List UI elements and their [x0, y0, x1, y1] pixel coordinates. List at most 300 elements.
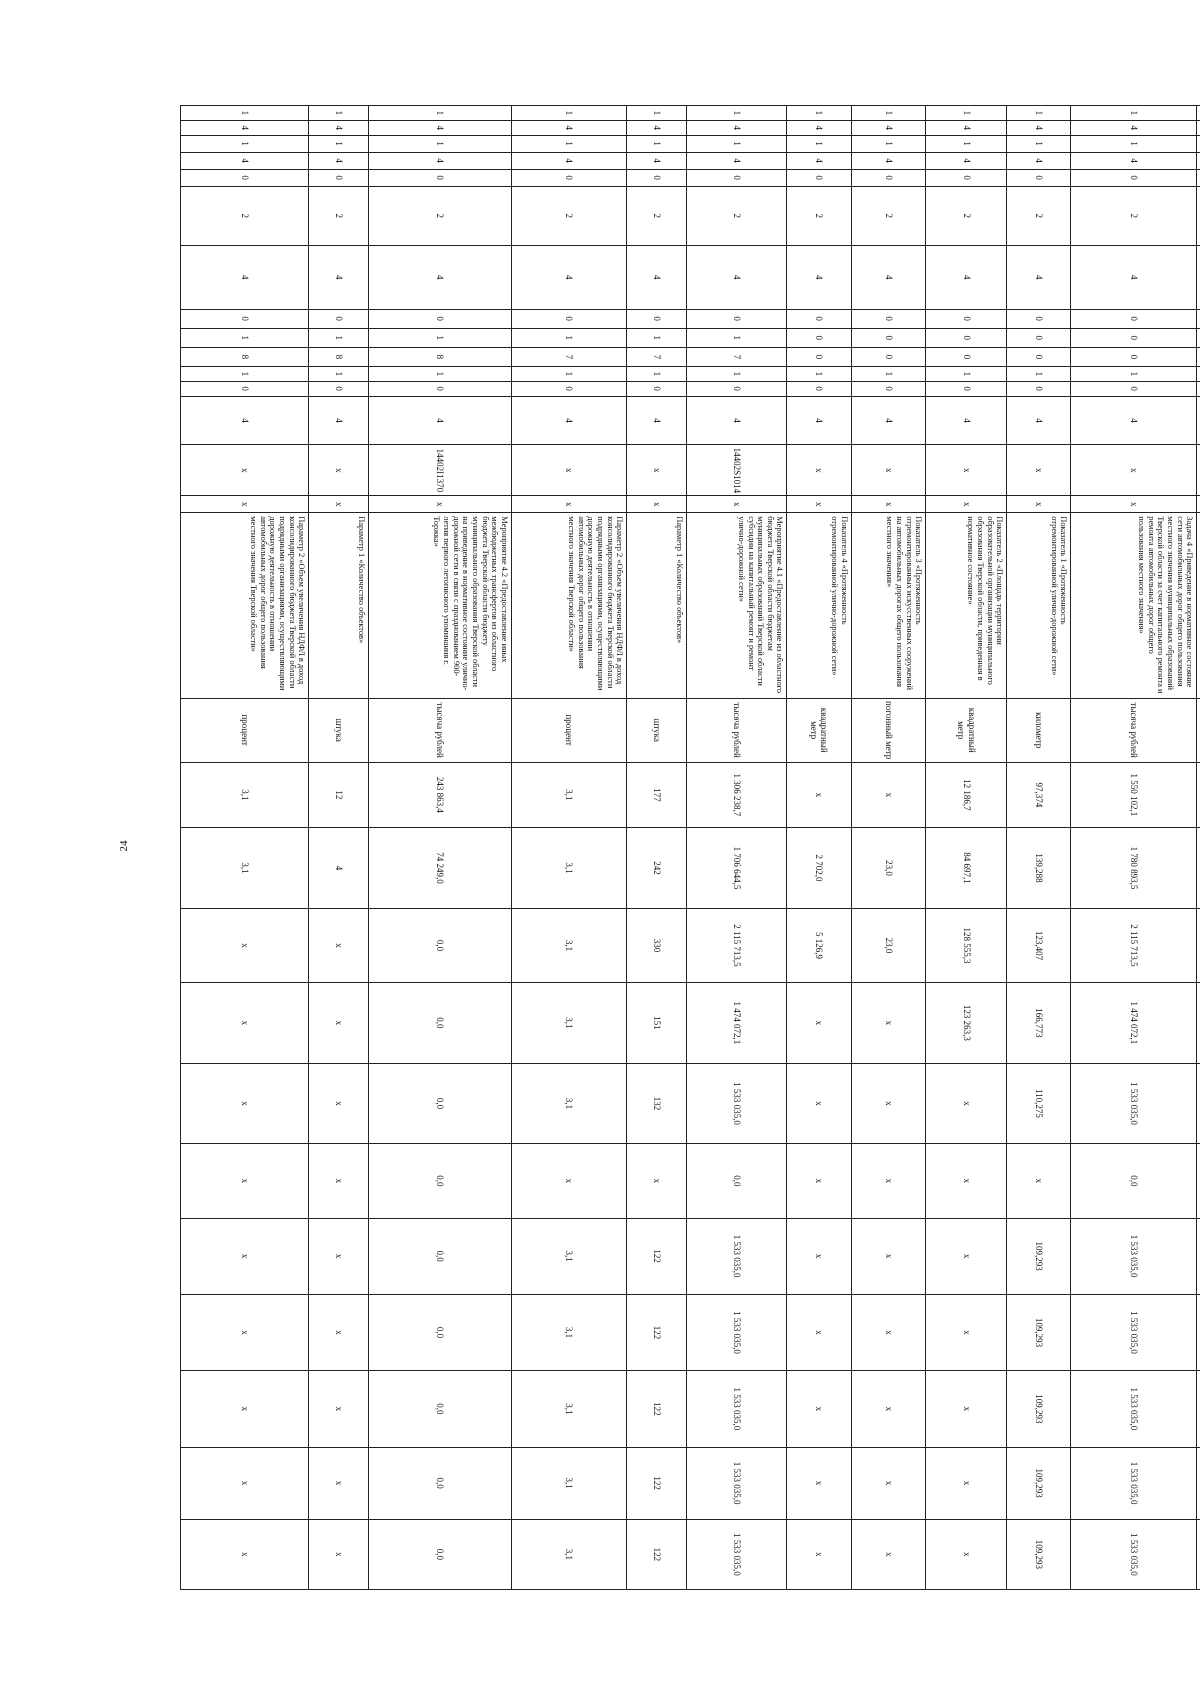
code-cell: 0 — [1007, 347, 1071, 366]
table-row — [1007, 106, 1071, 1590]
code-cell: 4 — [627, 245, 687, 309]
year-value-cell: х — [787, 1371, 851, 1447]
year-value-cell: 2 115 713,5 — [1071, 908, 1197, 982]
code-cell: 8 — [309, 347, 369, 366]
year-value-cell: 3,1 — [512, 1447, 627, 1519]
year-value-cell: х — [787, 1218, 851, 1294]
code-cell: 4 — [1007, 396, 1071, 445]
unit-cell: квадратный метр — [787, 698, 851, 762]
code-cell: 4 — [512, 120, 627, 135]
name-cell: Параметр 1 «Количество объектов» — [309, 513, 369, 699]
code-cell: 0 — [1007, 381, 1071, 396]
code-cell: 1 — [369, 135, 512, 152]
code-cell: 1 — [181, 106, 309, 121]
code-cell: 4 — [851, 245, 926, 309]
code-cell: 1 — [1007, 106, 1071, 121]
code-cell: 1 — [687, 328, 787, 347]
unit-cell: процент — [181, 698, 309, 762]
code-cell: 0 — [309, 309, 369, 328]
year-value-cell: х — [851, 1144, 926, 1218]
kcsr-cell: х — [627, 445, 687, 496]
code-cell: 1 — [181, 328, 309, 347]
code-cell: 0 — [627, 309, 687, 328]
code-cell: 1 — [1007, 135, 1071, 152]
code-cell: 1 — [851, 106, 926, 121]
code-cell: 2 — [1007, 186, 1071, 245]
code-cell: 4 — [309, 152, 369, 169]
name-cell: Показатель 3 «Протяженность отремонтированных искусственных сооружений на автомобильных дорогах общего пользования местного значения» — [851, 513, 926, 699]
base-year-cell: х — [851, 762, 926, 828]
year-value-cell: 3,1 — [512, 1519, 627, 1589]
code-cell: 1 — [787, 366, 851, 381]
year-value-cell: х — [181, 1447, 309, 1519]
kcsr-cell: х — [787, 445, 851, 496]
code-cell: 1 — [687, 135, 787, 152]
year-value-cell: 122 — [627, 1218, 687, 1294]
year-value-cell: 3,1 — [181, 828, 309, 909]
aip-cell: х — [512, 496, 627, 513]
year-value-cell: 151 — [627, 983, 687, 1064]
code-cell: 0 — [1007, 309, 1071, 328]
year-value-cell: х — [181, 1218, 309, 1294]
code-cell: 4 — [309, 245, 369, 309]
year-value-cell: х — [309, 1063, 369, 1144]
year-value-cell: х — [309, 983, 369, 1064]
code-cell: 0 — [926, 381, 1007, 396]
table-row — [787, 106, 851, 1590]
name-cell: Параметр 2 «Объем увеличения НДФЛ в доход консолидированного бюджета Тверской области подрядными организациями, осуществляющими дорожную деятельность в отношении автомобильных дорог общего пользования местного значения Тверской области» — [512, 513, 627, 699]
code-cell: 1 — [309, 328, 369, 347]
year-value-cell: 0,0 — [369, 908, 512, 982]
kcsr-cell: х — [1071, 445, 1197, 496]
kcsr-cell: 14402S1014 — [687, 445, 787, 496]
year-value-cell: х — [181, 1063, 309, 1144]
year-value-cell: 122 — [627, 1371, 687, 1447]
year-value-cell: 3,1 — [512, 1371, 627, 1447]
unit-cell: процент — [512, 698, 627, 762]
code-cell: 0 — [309, 381, 369, 396]
name-cell: Параметр 1 «Количество объектов» — [627, 513, 687, 699]
code-cell: 1 — [369, 328, 512, 347]
code-cell: 0 — [851, 347, 926, 366]
code-cell: 4 — [687, 245, 787, 309]
code-cell: 1 — [1007, 366, 1071, 381]
year-value-cell: 122 — [627, 1519, 687, 1589]
year-value-cell: х — [926, 1218, 1007, 1294]
year-value-cell: 123 263,3 — [926, 983, 1007, 1064]
code-cell: 0 — [787, 347, 851, 366]
year-value-cell: х — [851, 983, 926, 1064]
code-cell: 1 — [926, 106, 1007, 121]
code-cell: 4 — [181, 245, 309, 309]
code-cell: 1 — [369, 366, 512, 381]
year-value-cell: х — [787, 1447, 851, 1519]
code-cell: 1 — [627, 106, 687, 121]
code-cell: 0 — [926, 328, 1007, 347]
name-cell: Параметр 2 «Объем увеличения НДФЛ в доход консолидированного бюджета Тверской области подрядными организациями, осуществляющими дорожную деятельность в отношении автомобильных дорог общего пользования местного значения Тверской области» — [181, 513, 309, 699]
code-cell: 0 — [627, 381, 687, 396]
code-cell: 0 — [512, 381, 627, 396]
code-cell: 1 — [687, 106, 787, 121]
code-cell: 0 — [1071, 347, 1197, 366]
code-cell: 0 — [687, 169, 787, 186]
year-value-cell: 1 533 035,0 — [1071, 1447, 1197, 1519]
code-cell: 2 — [627, 186, 687, 245]
year-value-cell: 74 249,0 — [369, 828, 512, 909]
year-value-cell: х — [1007, 1144, 1071, 1218]
aip-cell: х — [627, 496, 687, 513]
table-row — [627, 106, 687, 1590]
year-value-cell: 5 126,9 — [787, 908, 851, 982]
code-cell: 0 — [627, 169, 687, 186]
table-row — [181, 106, 309, 1590]
year-value-cell: х — [926, 1519, 1007, 1589]
code-cell: 0 — [851, 169, 926, 186]
unit-cell: тысяча рублей — [369, 698, 512, 762]
name-cell: Показатель 2 «Площадь территории образовательной организации муниципального образования Тверской области, приведенная в нормативное состояние» — [926, 513, 1007, 699]
code-cell: 1 — [512, 328, 627, 347]
code-cell: 0 — [1071, 381, 1197, 396]
year-value-cell: 0,0 — [369, 1371, 512, 1447]
unit-cell: тысяча рублей — [687, 698, 787, 762]
year-value-cell: х — [926, 1371, 1007, 1447]
kcsr-cell: х — [181, 445, 309, 496]
code-cell: 4 — [627, 152, 687, 169]
code-cell: 4 — [1007, 152, 1071, 169]
code-cell: 1 — [512, 366, 627, 381]
code-cell: 0 — [851, 328, 926, 347]
code-cell: 4 — [787, 120, 851, 135]
code-cell: 0 — [926, 309, 1007, 328]
code-cell: 4 — [687, 120, 787, 135]
code-cell: 4 — [1071, 245, 1197, 309]
aip-cell: х — [1071, 496, 1197, 513]
year-value-cell: 1 533 035,0 — [1071, 1371, 1197, 1447]
base-year-cell: 3,1 — [181, 762, 309, 828]
code-cell: 0 — [1071, 309, 1197, 328]
code-cell: 0 — [181, 381, 309, 396]
year-value-cell: 109,293 — [1007, 1294, 1071, 1370]
year-value-cell: х — [926, 1294, 1007, 1370]
code-cell: 0 — [181, 309, 309, 328]
year-value-cell: х — [851, 1294, 926, 1370]
year-value-cell: 3,1 — [512, 908, 627, 982]
code-cell: 1 — [851, 135, 926, 152]
code-cell: 4 — [851, 120, 926, 135]
aip-cell: х — [181, 496, 309, 513]
base-year-cell: х — [787, 762, 851, 828]
code-cell: 4 — [926, 396, 1007, 445]
year-value-cell: 166,773 — [1007, 983, 1071, 1064]
year-value-cell: х — [851, 1519, 926, 1589]
year-value-cell: 1 474 072,1 — [1071, 983, 1197, 1064]
code-cell: 0 — [687, 381, 787, 396]
year-value-cell: х — [851, 1447, 926, 1519]
year-value-cell: 23,0 — [851, 908, 926, 982]
code-cell: 4 — [687, 152, 787, 169]
code-cell: 0 — [1071, 169, 1197, 186]
year-value-cell: 0,0 — [369, 1294, 512, 1370]
code-cell: 0 — [851, 381, 926, 396]
code-cell: 2 — [181, 186, 309, 245]
code-cell: 1 — [687, 366, 787, 381]
code-cell: 1 — [627, 366, 687, 381]
code-cell: 0 — [512, 309, 627, 328]
year-value-cell: 1 533 035,0 — [1071, 1294, 1197, 1370]
year-value-cell: 109,293 — [1007, 1519, 1071, 1589]
year-value-cell: 1 533 035,0 — [687, 1294, 787, 1370]
code-cell: 8 — [181, 347, 309, 366]
base-year-cell: 12 186,7 — [926, 762, 1007, 828]
code-cell: 4 — [181, 152, 309, 169]
year-value-cell: 2 702,0 — [787, 828, 851, 909]
aip-cell: х — [369, 496, 512, 513]
code-cell: 4 — [512, 245, 627, 309]
year-value-cell: х — [181, 1294, 309, 1370]
kcsr-cell: х — [926, 445, 1007, 496]
year-value-cell: х — [181, 1371, 309, 1447]
year-value-cell: 0,0 — [369, 1218, 512, 1294]
code-cell: 4 — [787, 152, 851, 169]
code-cell: 2 — [512, 186, 627, 245]
year-value-cell: х — [787, 1063, 851, 1144]
year-value-cell: 0,0 — [369, 1063, 512, 1144]
name-cell: Мероприятие 4.2 «Предоставление иных межбюджетных трансфертов из областного бюджета Тверской области бюджету муниципального образования Тверской области на приведение в нормативное состояние улично-дорожной сети в связи с празднованием 900-летия первого летописного упоминания г. Торжка» — [369, 513, 512, 699]
year-value-cell: 132 — [627, 1063, 687, 1144]
unit-cell: километр — [1007, 698, 1071, 762]
year-value-cell: 110,275 — [1007, 1063, 1071, 1144]
year-value-cell: 0,0 — [369, 1144, 512, 1218]
code-cell: 1 — [369, 106, 512, 121]
code-cell: 0 — [926, 169, 1007, 186]
year-value-cell: х — [787, 1294, 851, 1370]
code-cell: 8 — [369, 347, 512, 366]
code-cell: 0 — [787, 381, 851, 396]
year-value-cell: х — [309, 1218, 369, 1294]
year-value-cell: 3,1 — [512, 983, 627, 1064]
year-value-cell: 1 533 035,0 — [687, 1371, 787, 1447]
code-cell: 4 — [181, 120, 309, 135]
kcsr-cell: 14402I1370 — [369, 445, 512, 496]
name-cell: Мероприятие 4.1 «Предоставление из областного бюджета Тверской области бюджетам муниципальных образований Тверской области субсидии на капитальный ремонт и ремонт улично-дорожной сети» — [687, 513, 787, 699]
code-cell: 2 — [787, 186, 851, 245]
code-cell: 1 — [787, 106, 851, 121]
code-cell: 1 — [309, 366, 369, 381]
base-year-cell: 243 863,4 — [369, 762, 512, 828]
code-cell: 1 — [627, 328, 687, 347]
unit-cell: погонный метр — [851, 698, 926, 762]
year-value-cell: х — [627, 1144, 687, 1218]
code-cell: 4 — [687, 396, 787, 445]
code-cell: 1 — [512, 135, 627, 152]
code-cell: 4 — [369, 120, 512, 135]
unit-cell: квадратный метр — [926, 698, 1007, 762]
year-value-cell: х — [787, 1519, 851, 1589]
code-cell: 0 — [787, 309, 851, 328]
year-value-cell: 0,0 — [369, 1447, 512, 1519]
table-row — [926, 106, 1007, 1590]
aip-cell: х — [787, 496, 851, 513]
year-value-cell: х — [309, 1447, 369, 1519]
code-cell: 1 — [926, 135, 1007, 152]
aip-cell: х — [851, 496, 926, 513]
year-value-cell: х — [851, 1063, 926, 1144]
kcsr-cell: х — [309, 445, 369, 496]
code-cell: 2 — [309, 186, 369, 245]
year-value-cell: 122 — [627, 1447, 687, 1519]
unit-cell: штука — [627, 698, 687, 762]
base-year-cell: 97,374 — [1007, 762, 1071, 828]
code-cell: 0 — [512, 169, 627, 186]
name-cell: Показатель 1 «Протяженность отремонтированной улично-дорожной сети» — [1007, 513, 1071, 699]
year-value-cell: х — [851, 1218, 926, 1294]
year-value-cell: 3,1 — [512, 1218, 627, 1294]
code-cell: 0 — [787, 169, 851, 186]
name-cell: Показатель 4 «Протяженность отремонтированной улично-дорожной сети» — [787, 513, 851, 699]
code-cell: 4 — [926, 120, 1007, 135]
code-cell: 0 — [687, 309, 787, 328]
year-value-cell: 109,293 — [1007, 1371, 1071, 1447]
code-cell: 1 — [926, 366, 1007, 381]
table-row — [369, 106, 512, 1590]
year-value-cell: х — [787, 1144, 851, 1218]
year-value-cell: 122 — [627, 1294, 687, 1370]
year-value-cell: х — [309, 1371, 369, 1447]
year-value-cell: 1 533 035,0 — [1071, 1063, 1197, 1144]
year-value-cell: 109,293 — [1007, 1218, 1071, 1294]
code-cell: 1 — [1071, 366, 1197, 381]
code-cell: 4 — [1071, 396, 1197, 445]
base-year-cell: 177 — [627, 762, 687, 828]
code-cell: 4 — [512, 396, 627, 445]
code-cell: 2 — [926, 186, 1007, 245]
code-cell: 7 — [627, 347, 687, 366]
code-cell: 4 — [1007, 120, 1071, 135]
program-table — [180, 105, 1200, 1590]
year-value-cell: 4 — [309, 828, 369, 909]
code-cell: 0 — [926, 347, 1007, 366]
code-cell: 4 — [851, 396, 926, 445]
code-cell: 0 — [309, 169, 369, 186]
year-value-cell: 1 533 035,0 — [687, 1519, 787, 1589]
base-year-cell: 1 306 238,7 — [687, 762, 787, 828]
code-cell: 0 — [1007, 169, 1071, 186]
year-value-cell: х — [926, 1144, 1007, 1218]
year-value-cell: 123,407 — [1007, 908, 1071, 982]
year-value-cell: 0,0 — [369, 1519, 512, 1589]
code-cell: 1 — [1071, 106, 1197, 121]
code-cell: 1 — [627, 135, 687, 152]
code-cell: 1 — [512, 106, 627, 121]
code-cell: 4 — [369, 245, 512, 309]
code-cell: 4 — [512, 152, 627, 169]
kcsr-cell: х — [851, 445, 926, 496]
code-cell: 4 — [926, 245, 1007, 309]
aip-cell: х — [1007, 496, 1071, 513]
code-cell: 0 — [369, 169, 512, 186]
base-year-cell: 12 — [309, 762, 369, 828]
code-cell: 0 — [181, 169, 309, 186]
kcsr-cell: х — [512, 445, 627, 496]
kcsr-cell: х — [1007, 445, 1071, 496]
year-value-cell: 3,1 — [512, 828, 627, 909]
code-cell: 2 — [687, 186, 787, 245]
year-value-cell: 1 706 644,5 — [687, 828, 787, 909]
year-value-cell: 3,1 — [512, 1063, 627, 1144]
base-year-cell: 1 550 102,1 — [1071, 762, 1197, 828]
page-number: 24 — [118, 840, 130, 852]
year-value-cell: х — [787, 983, 851, 1064]
code-cell: 4 — [1071, 120, 1197, 135]
unit-cell: тысяча рублей — [1071, 698, 1197, 762]
code-cell: 4 — [787, 396, 851, 445]
code-cell: 1 — [181, 135, 309, 152]
year-value-cell: х — [181, 908, 309, 982]
code-cell: 4 — [627, 120, 687, 135]
code-cell: 2 — [1071, 186, 1197, 245]
table-row — [1071, 106, 1197, 1590]
code-cell: 0 — [787, 328, 851, 347]
code-cell: 4 — [309, 396, 369, 445]
code-cell: 2 — [369, 186, 512, 245]
year-value-cell: 1 533 035,0 — [1071, 1218, 1197, 1294]
code-cell: 1 — [309, 135, 369, 152]
year-value-cell: 23,0 — [851, 828, 926, 909]
year-value-cell: 84 697,1 — [926, 828, 1007, 909]
year-value-cell: 1 474 072,1 — [687, 983, 787, 1064]
year-value-cell: 0,0 — [687, 1144, 787, 1218]
code-cell: 0 — [1007, 328, 1071, 347]
code-cell: 0 — [369, 381, 512, 396]
year-value-cell: 1 533 035,0 — [687, 1218, 787, 1294]
table-row — [309, 106, 369, 1590]
code-cell: 4 — [181, 396, 309, 445]
table-row — [512, 106, 627, 1590]
year-value-cell: х — [926, 1447, 1007, 1519]
year-value-cell: х — [926, 1063, 1007, 1144]
code-cell: 4 — [1071, 152, 1197, 169]
code-cell: 7 — [687, 347, 787, 366]
code-cell: 4 — [926, 152, 1007, 169]
year-value-cell: х — [512, 1144, 627, 1218]
year-value-cell: х — [851, 1371, 926, 1447]
code-cell: 4 — [787, 245, 851, 309]
code-cell: 1 — [851, 366, 926, 381]
name-cell: Задача 4 «Приведение в нормативное состояние сети автомобильных дорог общего пользования местного значения муниципальных образований Тверской области за счет капитального ремонта и ремонта автомобильных дорог общего пользования местного значения» — [1071, 513, 1197, 699]
year-value-cell: х — [181, 983, 309, 1064]
code-cell: 7 — [512, 347, 627, 366]
code-cell: 1 — [309, 106, 369, 121]
code-cell: 4 — [309, 120, 369, 135]
year-value-cell: 1 533 035,0 — [687, 1063, 787, 1144]
year-value-cell: 139,288 — [1007, 828, 1071, 909]
unit-cell: штука — [309, 698, 369, 762]
table-body — [181, 106, 1200, 1590]
year-value-cell: 0,0 — [1071, 1144, 1197, 1218]
aip-cell: х — [926, 496, 1007, 513]
aip-cell: х — [687, 496, 787, 513]
year-value-cell: х — [309, 1294, 369, 1370]
table-row — [851, 106, 926, 1590]
year-value-cell: 1 780 893,5 — [1071, 828, 1197, 909]
code-cell: 4 — [627, 396, 687, 445]
code-cell: 0 — [369, 309, 512, 328]
code-cell: 0 — [1071, 328, 1197, 347]
year-value-cell: 109,293 — [1007, 1447, 1071, 1519]
code-cell: 0 — [851, 309, 926, 328]
rotated-table-wrapper — [180, 105, 1200, 1590]
year-value-cell: х — [181, 1144, 309, 1218]
